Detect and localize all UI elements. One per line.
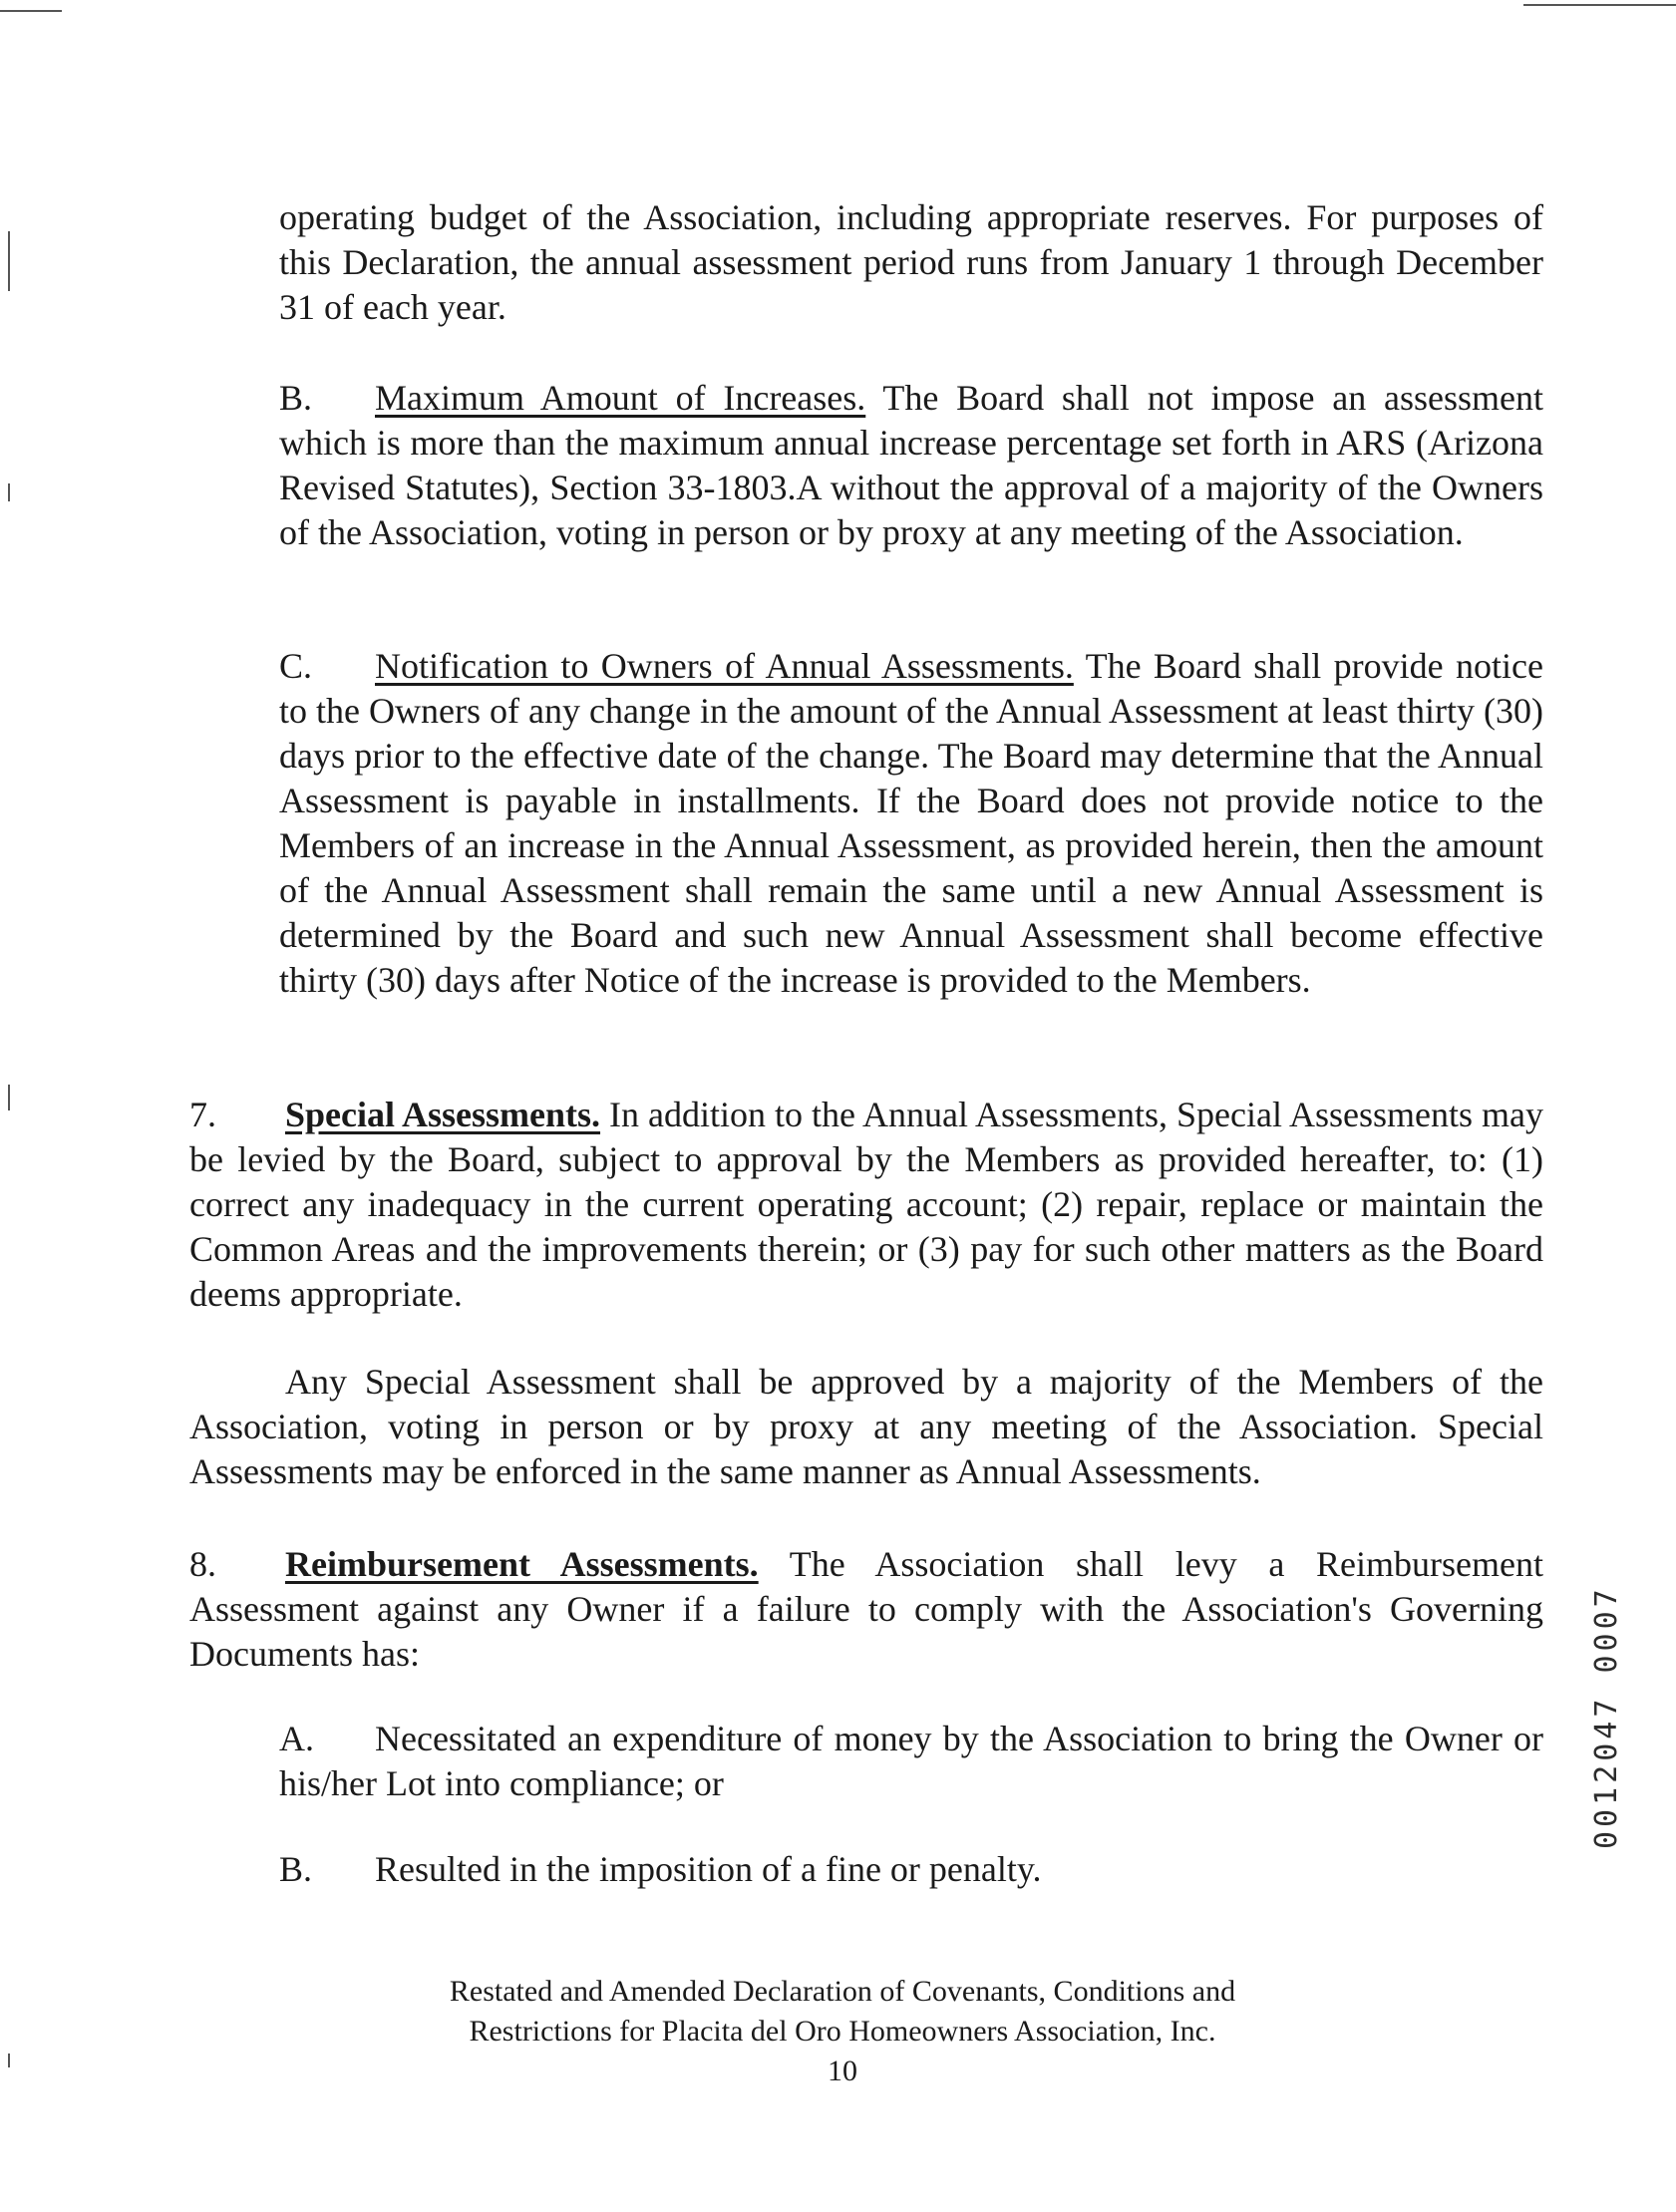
section-b-heading: Maximum Amount of Increases. <box>375 378 866 418</box>
scan-mark-left-2 <box>8 483 10 501</box>
section-8-heading: Reimbursement Assessments. <box>285 1544 759 1584</box>
section-7-text: In addition to the Annual Assessments, Special Assessments may be levied by the Board, subject to approval by the Members as provided hereafter, to: (1) correct any inadequacy in the current operating account; (2) repair, replace or maintain the Common Areas and the improvements therein; or (3) pay for such other matters as the Board deems appropriate. <box>189 1095 1544 1314</box>
section-7-number: 7. <box>189 1095 216 1134</box>
page-footer <box>379 1972 1306 2091</box>
scan-mark-left-1 <box>8 231 10 291</box>
section-8-text: The Association shall levy a Reimbursement Assessment against any Owner if a failure to comply with the Association's Governing Documents has: <box>189 1544 1543 1674</box>
section-c-text: The Board shall provide notice to the Owners of any change in the amount of the Annual Assessment at least thirty (30) days prior to the effective date of the change. The Board may determine that the Annual Assessment is payable in installments. If the Board does not provide notice to the Members of an increase in the Annual Assessment, as provided herein, then the amount of the Annual Assessment shall remain the same until a new Annual Assessment is determined by the Board and such new Annual Assessment shall become effective thirty (30) days after Notice of the increase is provided to the Members. <box>279 646 1543 1000</box>
section-8-item-b <box>279 1847 1543 1892</box>
section-8-number: 8. <box>189 1544 216 1584</box>
recording-margin-stamp: 0012047 0007 <box>1589 1585 1624 1849</box>
continued-paragraph: operating budget of the Association, including appropriate reserves. For purposes of this Declaration, the annual assessment period runs from January 1 through December 31 of each year. <box>279 197 1543 327</box>
scan-mark-left-4 <box>8 2054 10 2067</box>
section-c-paragraph <box>279 644 1543 1003</box>
section-7-paragraph <box>189 1093 1543 1317</box>
section-8-item-a <box>279 1717 1543 1806</box>
footer-page-number: 10 <box>828 2054 857 2087</box>
section-b-paragraph <box>279 376 1543 555</box>
section-8-paragraph <box>189 1542 1543 1677</box>
section-8-item-a-label: A. <box>279 1719 314 1758</box>
section-c-label: C. <box>279 646 313 686</box>
section-b-text: The Board shall not impose an assessment which is more than the maximum annual increase percentage set forth in ARS (Arizona Revised Statutes), Section 33-1803.A without the approval of a majority of the Owners of the Association, voting in person or by proxy at any meeting of the Association. <box>279 378 1543 552</box>
section-8-item-b-text: Resulted in the imposition of a fine or penalty. <box>375 1849 1042 1889</box>
section-c-heading: Notification to Owners of Annual Assessments. <box>375 646 1074 686</box>
section-8-item-b-label: B. <box>279 1849 313 1889</box>
section-8-item-a-text: Necessitated an expenditure of money by the Association to bring the Owner or his/her Lot into compliance; or <box>279 1719 1543 1803</box>
footer-line-2: Restrictions for Placita del Oro Homeowners Association, Inc. <box>469 2015 1216 2048</box>
footer-line-1: Restated and Amended Declaration of Covenants, Conditions and <box>449 1975 1236 2008</box>
scan-mark-top-left <box>0 10 62 12</box>
scan-mark-left-3 <box>8 1085 10 1110</box>
scan-mark-top-right <box>1523 4 1676 6</box>
section-b-label: B. <box>279 378 313 418</box>
section-7-paragraph-2: Any Special Assessment shall be approved by a majority of the Members of the Association, voting in person or by proxy at any meeting of the Association. Special Assessments may be enforced in the same manner as Annual Assessments. <box>189 1362 1543 1491</box>
section-7-heading: Special Assessments. <box>285 1095 601 1134</box>
